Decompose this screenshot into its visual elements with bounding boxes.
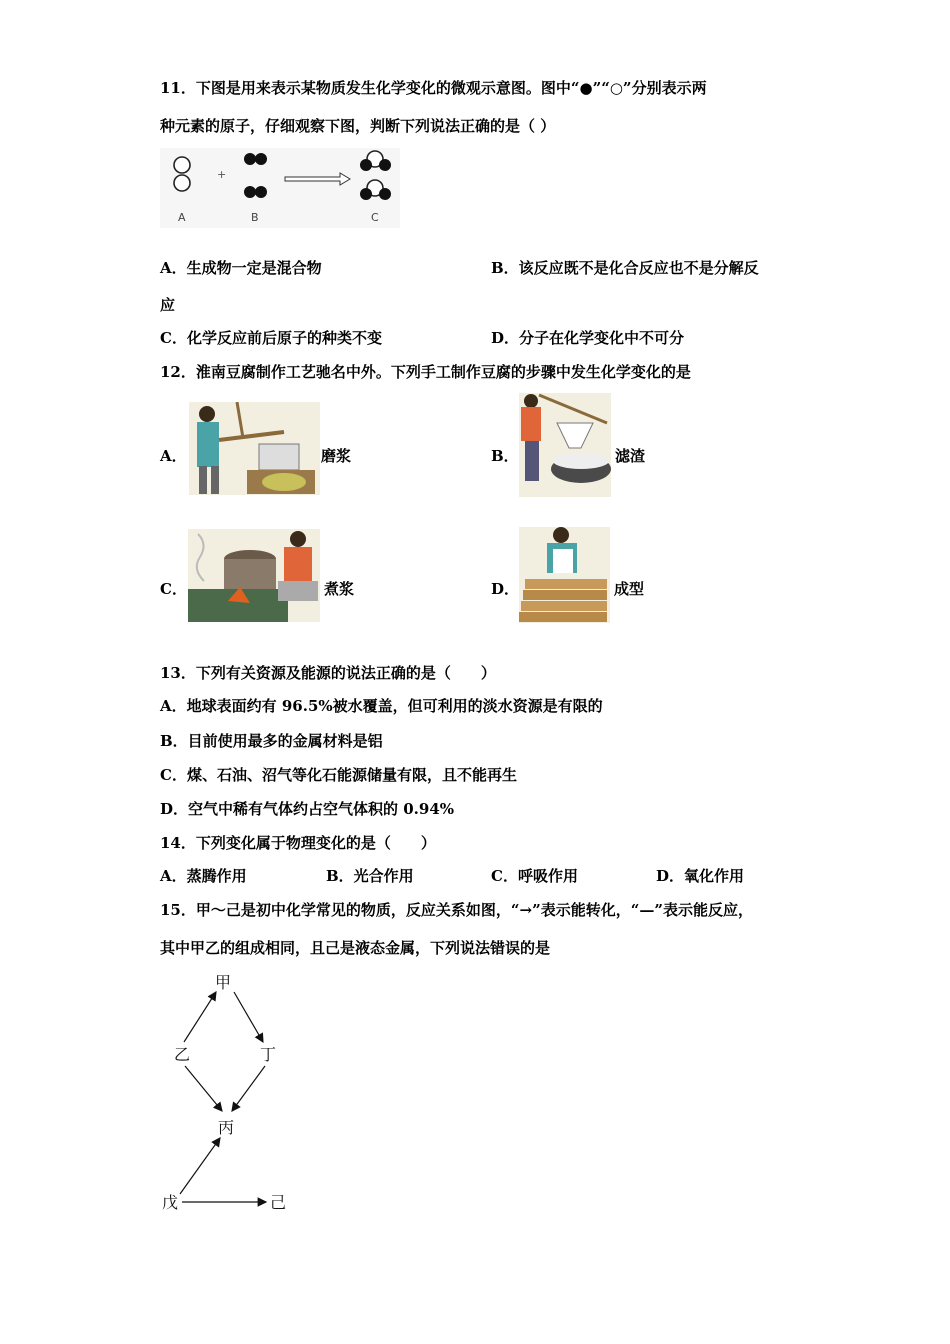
node-ding: 丁 (260, 1045, 277, 1064)
q11-option-d[interactable]: D．分子在化学变化中不可分 (491, 329, 685, 347)
arrow-ding-to-bing (232, 1066, 265, 1111)
open-atom-icon (174, 175, 190, 191)
q11-option-b-continued: 应 (160, 296, 176, 314)
q12-option-d-letter[interactable]: D． (491, 580, 520, 598)
filled-atom-icon (379, 159, 391, 171)
filled-atom-icon (255, 186, 267, 198)
q13-option-a[interactable]: A．地球表面约有 96.5%被水覆盖，但可利用的淡水资源是有限的 (160, 697, 603, 715)
q11-stem-line2: 种元素的原子，仔细观察下图，判断下列说法正确的是（ ） (160, 117, 556, 135)
q11-option-c[interactable]: C．化学反应前后原子的种类不变 (160, 329, 382, 347)
q12-filtering-illustration (519, 393, 611, 497)
q12-option-b-text: 滤渣 (615, 447, 646, 465)
node-jia: 甲 (215, 973, 232, 992)
open-atom-icon (174, 157, 190, 173)
q14-option-c[interactable]: C．呼吸作用 (491, 867, 578, 885)
q12-stem: 12．淮南豆腐制作工艺驰名中外。下列手工制作豆腐的步骤中发生化学变化的是 (160, 363, 691, 381)
q11-figure-label-a: A (178, 211, 186, 224)
q11-option-a[interactable]: A．生成物一定是混合物 (160, 259, 322, 277)
q14-stem: 14．下列变化属于物理变化的是（ ） (160, 834, 436, 852)
filled-atom-icon (379, 188, 391, 200)
q11-figure-label-c: C (371, 211, 379, 224)
q13-stem: 13．下列有关资源及能源的说法正确的是（ ） (160, 664, 496, 682)
node-yi: 乙 (174, 1045, 191, 1064)
q11-molecule-figure (160, 148, 400, 228)
node-wu: 戊 (162, 1193, 179, 1212)
q12-option-a-text: 磨浆 (321, 447, 352, 465)
q15-stem-line2: 其中甲乙的组成相同，且己是液态金属，下列说法错误的是 (160, 939, 551, 957)
q15-stem-line1: 15．甲～己是初中化学常见的物质，反应关系如图，“→”表示能转化，“—”表示能反应， (160, 901, 753, 919)
q14-option-a[interactable]: A．蒸腾作用 (160, 867, 247, 885)
q12-option-b-letter[interactable]: B． (491, 447, 519, 465)
node-ji: 己 (270, 1193, 287, 1212)
q11-plus-sign: + (217, 168, 227, 181)
q12-grinding-illustration (189, 402, 320, 495)
q12-shaping-illustration (519, 527, 610, 623)
q13-option-c[interactable]: C．煤、石油、沼气等化石能源储量有限，且不能再生 (160, 766, 517, 784)
q14-option-b[interactable]: B．光合作用 (326, 867, 414, 885)
filled-atom-icon (360, 159, 372, 171)
arrow-jia-to-ding (234, 992, 263, 1042)
q12-boiling-illustration (188, 529, 320, 622)
q14-option-d[interactable]: D．氧化作用 (656, 867, 745, 885)
q11-figure-label-b: B (251, 211, 259, 224)
arrow-wu-to-bing (180, 1138, 220, 1194)
q15-relationship-diagram (150, 968, 310, 1218)
q13-option-d[interactable]: D．空气中稀有气体约占空气体积的 0.94% (160, 800, 455, 818)
q12-option-c-text: 煮浆 (324, 580, 355, 598)
q12-option-a-letter[interactable]: A． (160, 447, 187, 465)
filled-atom-icon (244, 186, 256, 198)
q13-option-b[interactable]: B．目前使用最多的金属材料是铝 (160, 732, 383, 750)
q11-stem-line1: 11．下图是用来表示某物质发生化学变化的微观示意图。图中“●”“○”分别表示两 (160, 79, 707, 97)
q12-option-d-text: 成型 (614, 580, 645, 598)
filled-atom-icon (244, 153, 256, 165)
filled-atom-icon (255, 153, 267, 165)
arrow-yi-to-bing (185, 1066, 222, 1111)
filled-atom-icon (360, 188, 372, 200)
q12-option-c-letter[interactable]: C． (160, 580, 187, 598)
q11-option-b[interactable]: B．该反应既不是化合反应也不是分解反 (491, 259, 759, 277)
arrow-yi-to-jia (184, 992, 216, 1042)
node-bing: 丙 (218, 1118, 235, 1137)
